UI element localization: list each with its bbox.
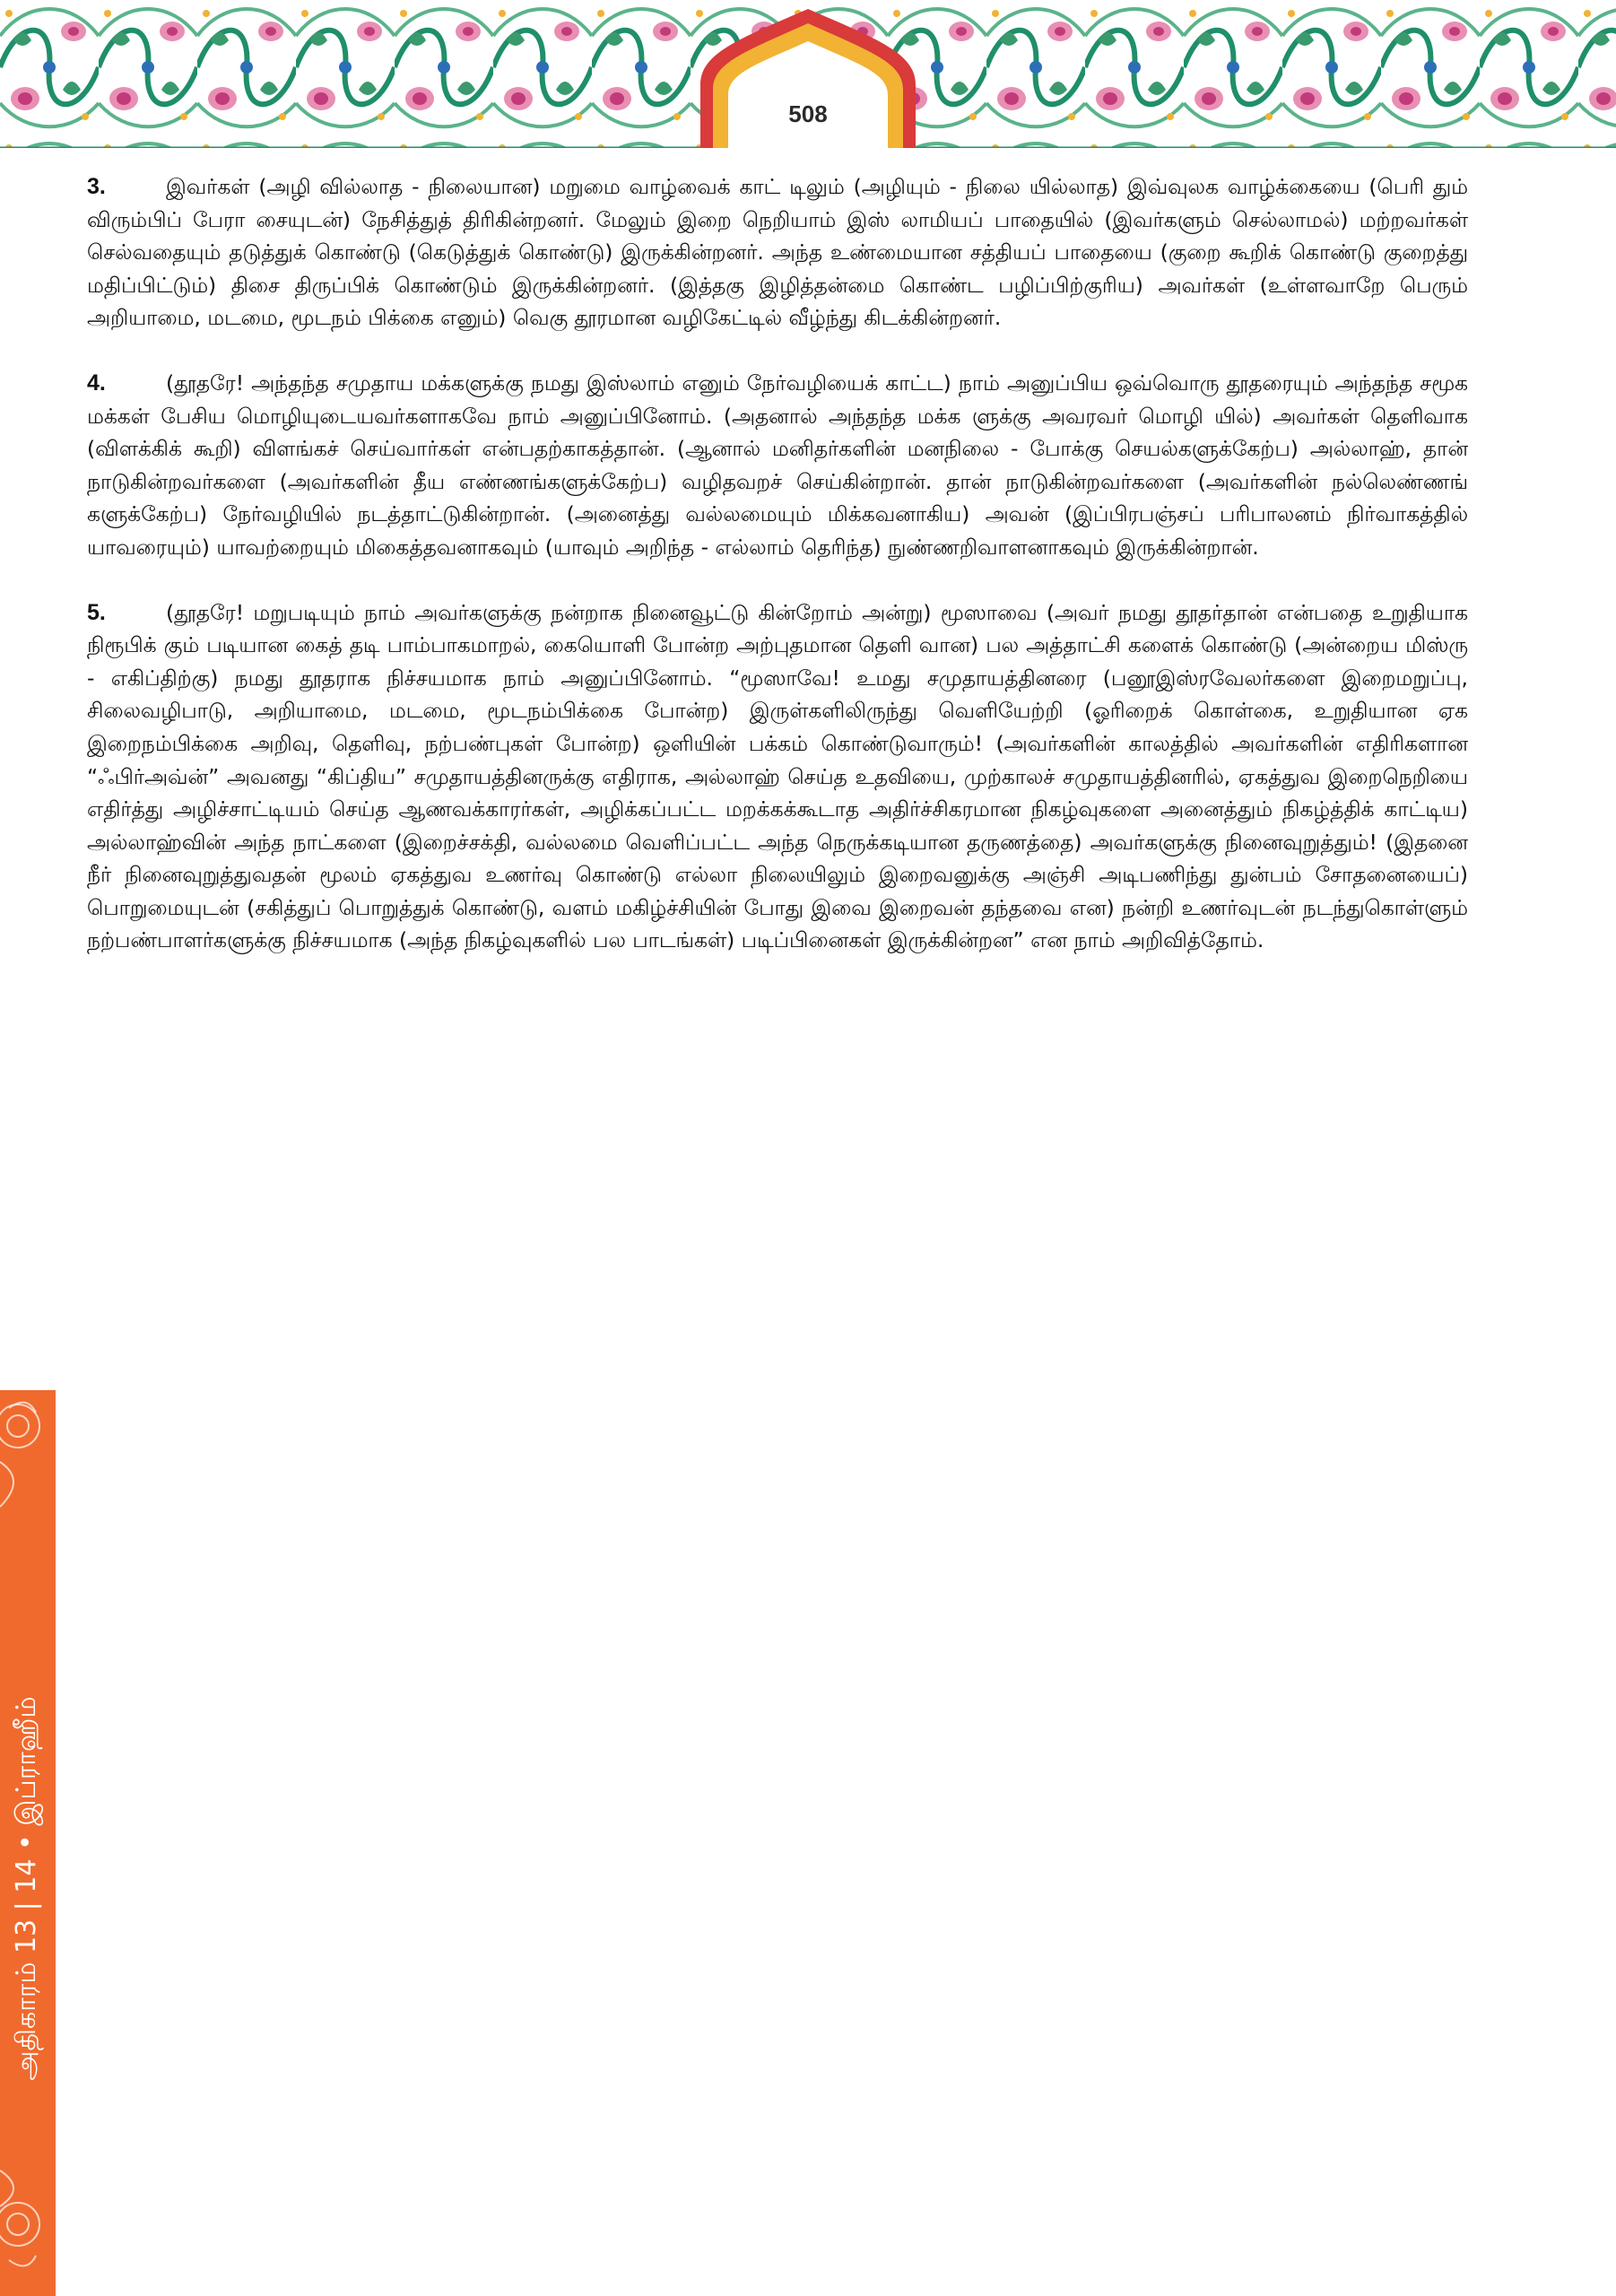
verse-3 [87, 170, 1468, 335]
verse-text: இவர்கள் (அழி வில்லாத - நிலையான) மறுமை வாழ்வைக் காட் டிலும் (அழியும் - நிலை யில்லாத) இவ்வுலக வாழ்க்கையை (பெரி தும் விரும்பிப் பேரா சையுடன்) நேசித்துத் திரிகின்றனர். மேலும் இறை நெறியாம் இஸ் லாமியப் பாதையில் (இவர்களும் செல்லாமல்) மற்றவர்கள் செல்வதையும் தடுத்துக் கொண்டு (கெடுத்துக் கொண்டு) இருக்கின்றனர். அந்த உண்மையான சத்தியப் பாதையை (குறை கூறிக் கொண்டு குறைத்து மதிப்பிட்டும்) திசை திருப்பிக் கொண்டும் இருக்கின்றனர். (இத்தகு இழித்தன்மை கொண்ட பழிப்பிற்குரிய) அவர்கள் (உள்ளவாறே பெரும் அறியாமை, மடமை, மூடநம் பிக்கை எனும்) வெகு தூரமான வழிகேட்டில் வீழ்ந்து கிடக்கின்றனர். [87, 174, 1468, 331]
verse-text: (தூதரே! மறுபடியும் நாம் அவர்களுக்கு நன்றாக நினைவூட்டு கின்றோம் அன்று) மூஸாவை (அவர் நமது தூதர்தான் என்பதை உறுதியாக நிரூபிக் கும் படியான கைத் தடி பாம்பாகமாறல், கையொளி போன்ற அற்புதமான தெளி வான) பல அத்தாட்சி களைக் கொண்டு (அன்றைய மிஸ்ரு - எகிப்திற்கு) நமது தூதராக நிச்சயமாக நாம் அனுப்பினோம். “மூஸாவே! உமது சமுதாயத்தினரை (பனூஇஸ்ரவேலர்களை இறைமறுப்பு, சிலைவழிபாடு, அறியாமை, மடமை, மூடநம்பிக்கை போன்ற) இருள்களிலிருந்து வெளியேற்றி (ஓரிறைக் கொள்கை, உறுதியான ஏக இறைநம்பிக்கை அறிவு, தெளிவு, நற்பண்புகள் போன்ற) ஒளியின் பக்கம் கொண்டுவாரும்! (அவர்களின் காலத்தில் அவர்களின் எதிரிகளான “ஃபிர்அவ்ன்” அவனது “கிப்திய” சமுதாயத்தினருக்கு எதிராக, அல்லாஹ் செய்த உதவியை, முற்காலச் சமுதாயத்தினரில், ஏகத்துவ இறைநெறியை எதிர்த்து அழிச்சாட்டியம் செய்த ஆணவக்காரர்கள், அழிக்கப்பட்ட மறக்கக்கூடாத அதிர்ச்சிகரமான நிகழ்வுகளை அனைத்தும் நிகழ்த்திக் காட்டிய) அல்லாஹ்வின் அந்த நாட்களை (இறைச்சக்தி, வல்லமை வெளிப்பட்ட அந்த நெருக்கடியான தருணத்தை) அவர்களுக்கு நினைவுறுத்தும்! (இதனை நீர் நினைவுறுத்துவதன் மூலம் ஏகத்துவ உணர்வு கொண்டு எல்லா நிலையிலும் இறைவனுக்கு அஞ்சி அடிபணிந்து துன்பம் சோதனையைப்) பொறுமையுடன் (சகித்துப் பொறுத்துக் கொண்டு, வளம் மகிழ்ச்சியின் போது இவை இறைவன் தந்தவை என) நன்றி உணர்வுடன் நடந்துகொள்ளும் நற்பண்பாளர்களுக்கு நிச்சயமாக (அந்த நிகழ்வுகளில் பல பாடங்கள்) படிப்பினைகள் இருக்கின்றன” என நாம் அறிவித்தோம். [87, 599, 1468, 953]
verse-number: 5. [87, 599, 106, 625]
page-number: 508 [788, 100, 828, 127]
verse-number: 4. [87, 370, 106, 396]
verse-text: (தூதரே! அந்தந்த சமுதாய மக்களுக்கு நமது இஸ்லாம் எனும் நேர்வழியைக் காட்ட) நாம் அனுப்பிய ஒவ்வொரு தூதரையும் அந்தந்த சமூக மக்கள் பேசிய மொழியுடையவர்களாகவே நாம் அனுப்பினோம். (அதனால் அந்தந்த மக்க ளுக்கு அவரவர் மொழி யில்) அவர்கள் தெளிவாக (விளக்கிக் கூறி) விளங்கச் செய்வார்கள் என்பதற்காகத்தான். (ஆனால் மனிதர்களின் மனநிலை - போக்கு செயல்களுக்கேற்ப) அல்லாஹ், தான் நாடுகின்றவர்களை (அவர்களின் தீய எண்ணங்களுக்கேற்ப) வழிதவறச் செய்கின்றான். தான் நாடுகின்றவர்களை (அவர்களின் நல்லெண்ணங் களுக்கேற்ப) நேர்வழியில் நடத்தாட்டுகின்றான். (அனைத்து வல்லமையும் மிக்கவனாகிய) அவன் (இப்பிரபஞ்சப் பரிபாலனம் நிர்வாகத்தில் யாவரையும்) யாவற்றையும் மிகைத்தவனாகவும் (யாவும் அறிந்த - எல்லாம் தெரிந்த) நுண்ணறிவாளனாகவும் இருக்கின்றான். [87, 370, 1468, 560]
side-chapter-label: அதிகாரம் 13 | 14 • இப்ராஹீம் [10, 1696, 42, 2081]
page-body [87, 170, 1468, 989]
verse-4 [87, 367, 1468, 564]
side-ornament-top [0, 1390, 56, 1525]
verse-5 [87, 596, 1468, 958]
verse-number: 3. [87, 174, 106, 199]
